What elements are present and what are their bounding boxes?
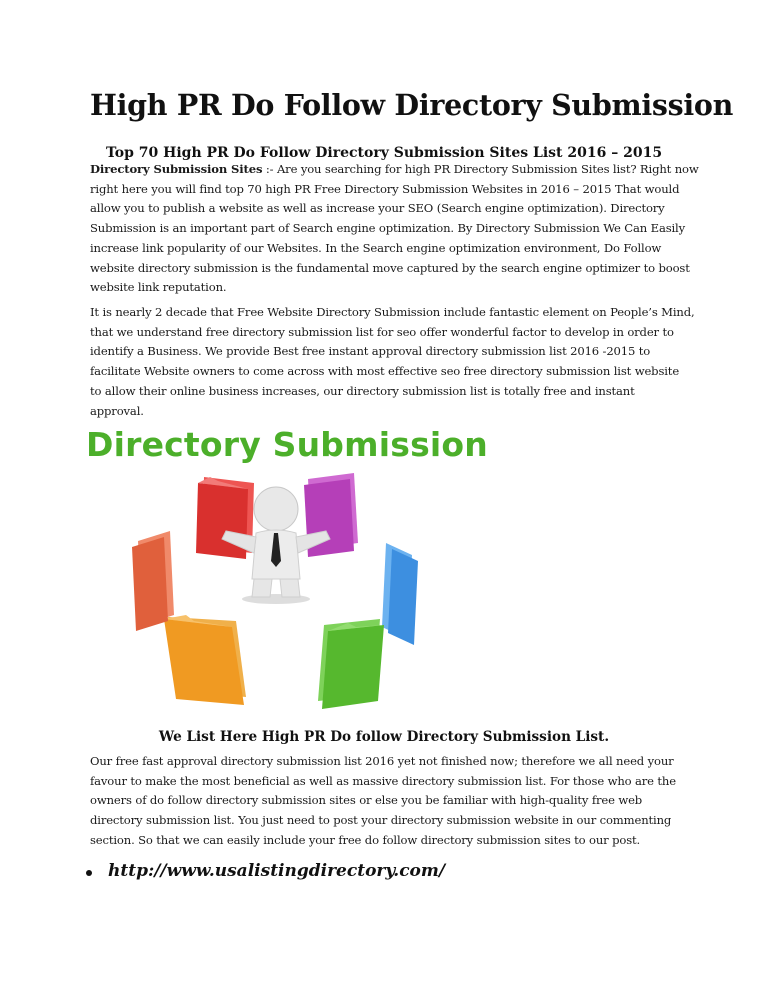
- blue-folder-icon: [382, 543, 418, 645]
- green-folder-icon: [318, 619, 384, 709]
- paragraph-line: Our free fast approval directory submission list 2016 yet not finished now; therefore we all need your: [90, 754, 674, 768]
- bullet-icon: [86, 870, 92, 876]
- paragraph-line: It is nearly 2 decade that Free Website Directory Submission include fantastic element on People’s Mind,: [90, 305, 695, 319]
- intro-line-1: Directory Submission Sites :- Are you searching for high PR Directory Submission Sites list? Right now: [90, 162, 699, 176]
- third-paragraph: [90, 752, 690, 851]
- intro-line: increase link popularity of our Websites. In the Search engine optimization environment, Do Follow: [90, 240, 662, 255]
- intro-lead: Directory Submission Sites: [90, 162, 263, 176]
- document-title: High PR Do Follow Directory Submission: [90, 88, 733, 122]
- paragraph-line: section. So that we can easily include your free do follow directory submission sites to our post.: [90, 832, 641, 847]
- orange-folder-icon: [164, 615, 246, 705]
- section-heading: We List Here High PR Do follow Directory Submission List.: [158, 729, 610, 745]
- paragraph-line: that we understand free directory submission list for seo offer wonderful factor to develop in order to: [90, 324, 674, 339]
- paragraph-line: favour to make the most beneficial as well as massive directory submission list. For those who are the: [90, 773, 676, 788]
- second-paragraph: [90, 303, 695, 421]
- intro-line: website link reputation.: [90, 280, 227, 295]
- intro-paragraph: [90, 160, 699, 298]
- intro-line: allow you to publish a website as well as increase your SEO (Search engine optimization). Directory: [90, 201, 665, 216]
- intro-line: Submission is an important part of Search engine optimization. By Directory Submission We Can Easily: [90, 221, 686, 236]
- salmon-folder-icon: [132, 531, 174, 631]
- list-item: [86, 861, 445, 881]
- intro-line: right here you will find top 70 high PR Free Directory Submission Websites in 2016 – 2015 That would: [90, 181, 680, 196]
- document-subtitle: Top 70 High PR Do Follow Directory Submission Sites List 2016 – 2015: [105, 145, 663, 161]
- directory-submission-illustration: [86, 423, 488, 715]
- paragraph-line: identify a Business. We provide Best free instant approval directory submission list 2016 -2015 to: [90, 344, 651, 359]
- paragraph-line: directory submission list. You just need to post your directory submission website in our commenting: [90, 813, 672, 828]
- directory-link[interactable]: http://www.usalistingdirectory.com/: [108, 861, 446, 881]
- intro-line: website directory submission is the fundamental move captured by the search engine optimizer to boost: [90, 260, 690, 275]
- paragraph-line: owners of do follow directory submission sites or else you be familiar with high-quality free web: [90, 793, 643, 808]
- folders-around-person-graphic: [86, 469, 466, 715]
- paragraph-line: approval.: [90, 403, 144, 418]
- illustration-title: Directory Submission: [86, 425, 488, 464]
- paragraph-line: to allow their online business increases, our directory submission list is totally free and instant: [90, 383, 635, 398]
- paragraph-line: facilitate Website owners to come across with most effective seo free directory submission list website: [90, 364, 680, 379]
